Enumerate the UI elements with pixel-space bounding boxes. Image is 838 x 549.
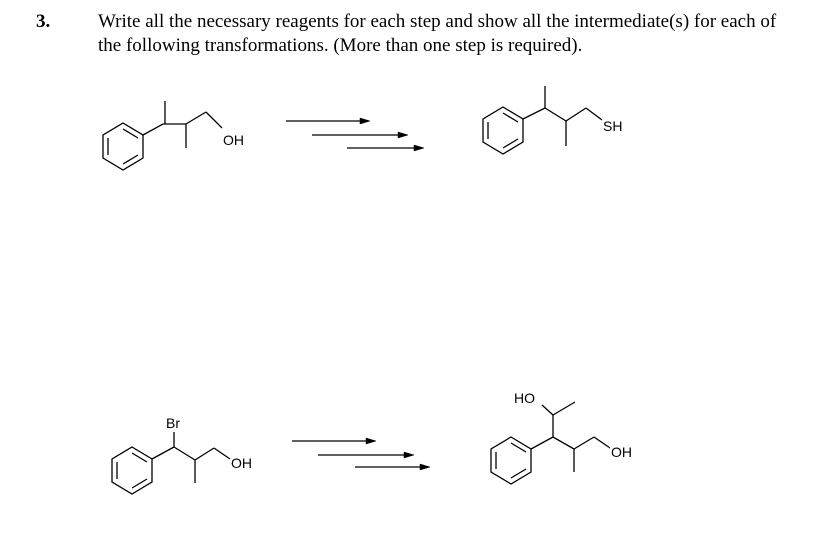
scheme2-arrows — [292, 438, 430, 470]
bond — [174, 447, 195, 460]
benzene-ring — [483, 107, 523, 154]
bond — [586, 108, 602, 120]
scheme1-starting-material — [103, 101, 222, 170]
bond — [574, 437, 594, 449]
bond — [214, 448, 230, 459]
scheme1-product — [483, 86, 602, 154]
bond — [531, 437, 553, 449]
methyl-bond — [553, 402, 575, 415]
bond — [594, 437, 610, 448]
scheme2-starting-material — [112, 432, 230, 494]
scheme2-oh-label: OH — [231, 455, 252, 471]
bond — [195, 448, 214, 460]
bond — [143, 124, 163, 135]
bond — [152, 447, 174, 459]
bond — [206, 112, 222, 128]
bond — [566, 108, 586, 121]
bond — [186, 112, 206, 124]
bond — [523, 108, 545, 119]
bond — [553, 437, 574, 449]
benzene-ring — [491, 437, 531, 484]
scheme2-product — [491, 402, 610, 484]
scheme1-oh-label: OH — [223, 132, 244, 148]
bond — [545, 108, 566, 121]
benzene-ring — [103, 123, 143, 170]
scheme2-br-label: Br — [166, 415, 180, 431]
scheme2-product-oh-label: OH — [611, 444, 632, 460]
benzene-ring — [112, 447, 152, 494]
hydroxyl-bond — [542, 405, 553, 415]
question-number: 3. — [36, 11, 51, 32]
scheme1-arrows — [286, 118, 424, 151]
scheme1-sh-label: SH — [603, 118, 623, 134]
scheme2-ho-label: HO — [514, 390, 535, 406]
question-text-line-1: Write all the necessary reagents for each step and show all the intermediate(s) for each of — [98, 11, 777, 32]
question-text-line-2: the following transformations. (More than one step is required). — [98, 35, 583, 56]
